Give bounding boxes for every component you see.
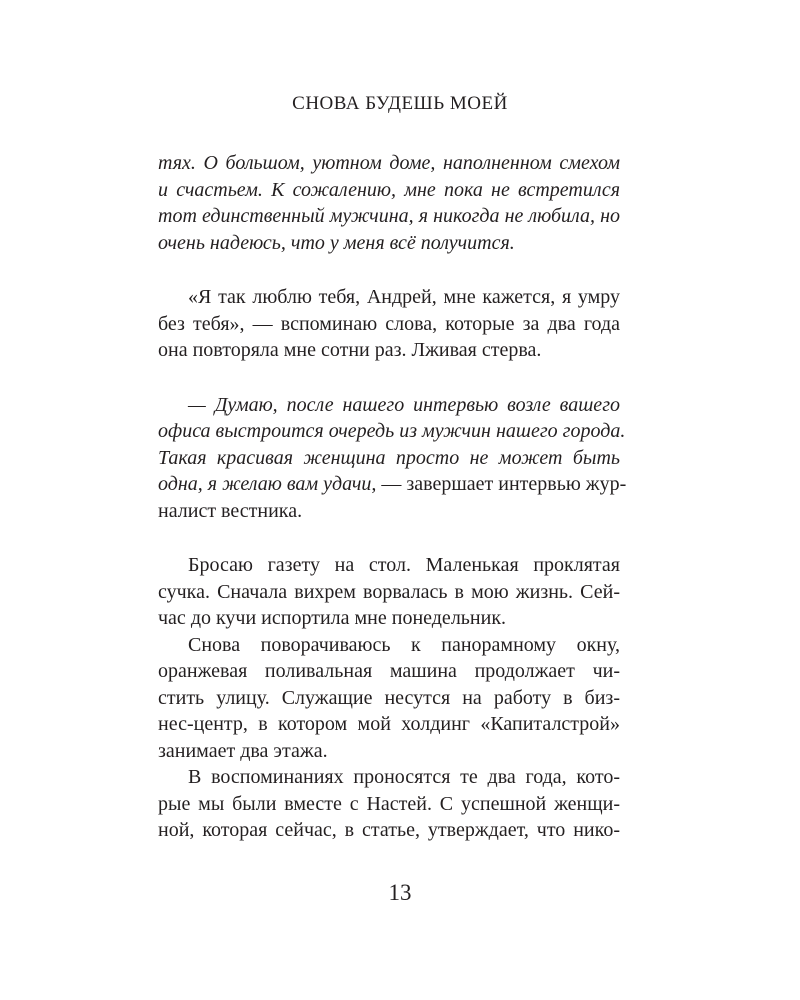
text-line: — Думаю, после нашего интервью возле вашего [188, 393, 620, 416]
paragraph-gap [158, 256, 620, 284]
text-line: час до кучи испортила мне понедельник. [158, 607, 507, 629]
text-line: офиса выстроится очередь из мужчин нашего города. [158, 420, 626, 442]
text-line: очень надеюсь, что у меня всё получится. [158, 231, 515, 254]
text-line: Такая красивая женщина просто не может быть [158, 446, 620, 469]
text-line: и счастьем. К сожалению, мне пока не встретился [158, 178, 620, 201]
paragraph [158, 632, 620, 765]
running-head: СНОВА БУДЕШЬ МОЕЙ [292, 93, 508, 114]
text-line: ной, которая сейчас, в статье, утверждает, что нико- [158, 819, 620, 841]
body-text [158, 150, 627, 844]
text-line-mixed [158, 471, 627, 498]
paragraph-italic-continuation [158, 150, 620, 256]
text-line: тях. О большом, уютном доме, наполненном смехом [158, 152, 620, 174]
text-line: стить улицу. Служащие несутся на работу в биз- [158, 686, 620, 709]
paragraph-gap [158, 524, 620, 552]
text-line: Бросаю газету на стол. Маленькая проклятая [188, 554, 620, 576]
paragraph [158, 552, 620, 632]
text-line: без тебя», — вспоминаю слова, которые за два года [158, 312, 620, 335]
text-line: нес-центр, в котором мой холдинг «Капиталстрой» [158, 713, 620, 735]
text-line: она повторяла мне сотни раз. Лживая стерва. [158, 339, 542, 361]
text-line: занимает два этажа. [158, 739, 328, 762]
text-line: Снова поворачиваюсь к панорамному окну, [188, 633, 620, 656]
page-number: 13 [388, 880, 412, 905]
text-line: тот единственный мужчина, я никогда не любила, но [158, 205, 620, 227]
text-line: оранжевая поливальная машина продолжает чи- [158, 660, 620, 682]
text-line: рые мы были вместе с Настей. С успешной женщи- [158, 792, 620, 815]
paragraph [158, 764, 620, 844]
paragraph-quote [158, 284, 620, 364]
text-line: «Я так люблю тебя, Андрей, мне кажется, я умру [188, 286, 620, 308]
text-line: В воспоминаниях проносятся те два года, кото- [188, 766, 620, 788]
text-line-italic-part: одна, я желаю вам удачи, [158, 473, 377, 495]
text-line: сучка. Сначала вихрем ворвалась в мою жизнь. Сей- [158, 580, 620, 603]
paragraph-gap [158, 364, 620, 392]
text-line: налист вестника. [158, 499, 303, 522]
paragraph-dialogue [158, 392, 627, 525]
text-line-roman-part: — завершает интервью жур- [376, 473, 627, 495]
